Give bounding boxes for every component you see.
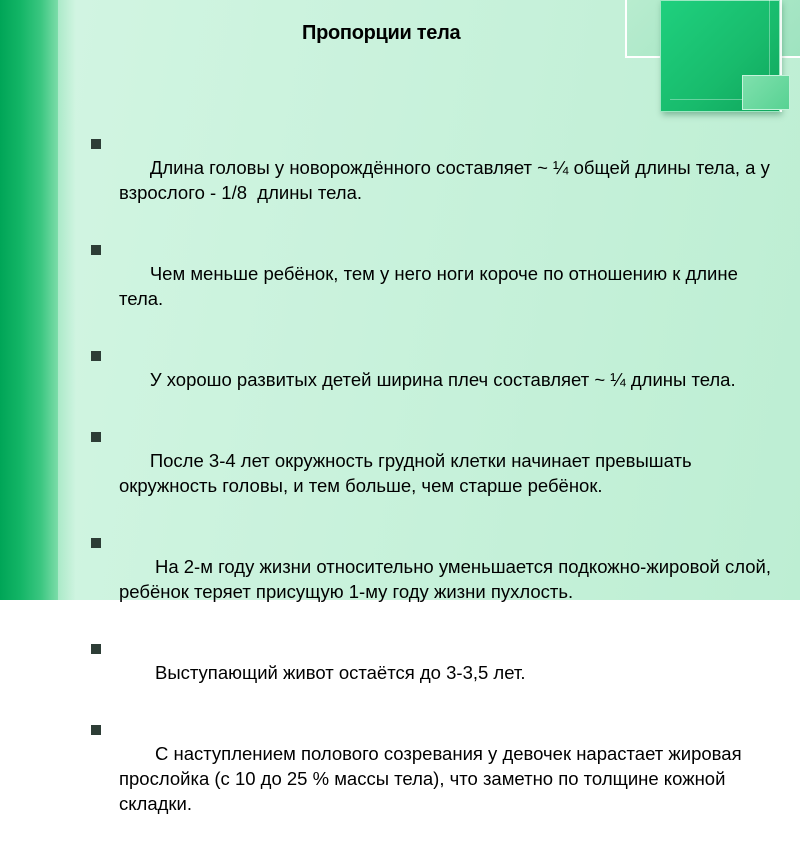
list-item-text: Чем меньше ребёнок, тем у него ноги короче по отношению к длине тела. <box>119 263 744 309</box>
decorative-small-square <box>742 75 790 110</box>
list-item <box>88 342 778 417</box>
square-bullet-icon <box>91 538 101 548</box>
list-item <box>88 236 778 336</box>
list-item <box>88 423 778 523</box>
slide-title: Пропорции тела <box>302 22 461 44</box>
square-bullet-icon <box>91 351 101 361</box>
list-item-text: После 3-4 лет окружность грудной клетки начинает превышать окружность головы, и тем больше, чем старше ребёнок. <box>119 450 697 496</box>
list-item <box>88 529 778 629</box>
left-bar-gradient-edge <box>58 0 76 600</box>
square-bullet-icon <box>91 139 101 149</box>
list-item-text: На 2-м году жизни относительно уменьшается подкожно-жировой слой, ребёнок теряет присущую 1-му году жизни пухлость. <box>119 556 777 602</box>
square-bullet-icon <box>91 725 101 735</box>
left-decorative-bar <box>0 0 58 600</box>
list-item-text: Выступающий живот остаётся до 3-3,5 лет. <box>149 662 526 683</box>
square-bullet-icon <box>91 245 101 255</box>
bullet-list <box>88 130 778 847</box>
square-bullet-icon <box>91 644 101 654</box>
list-item <box>88 635 778 710</box>
square-bullet-icon <box>91 432 101 442</box>
list-item-text: Длина головы у новорождённого составляет ~ ¼ общей длины тела, а у взрослого - 1/8 длины тела. <box>119 157 775 203</box>
list-item <box>88 130 778 230</box>
list-item <box>88 716 778 841</box>
list-item-text: У хорошо развитых детей ширина плеч составляет ~ ¼ длины тела. <box>149 369 736 390</box>
list-item-text: С наступлением полового созревания у девочек нарастает жировая прослойка (с 10 до 25 % массы тела), что заметно по толщине кожной складки. <box>119 743 747 814</box>
